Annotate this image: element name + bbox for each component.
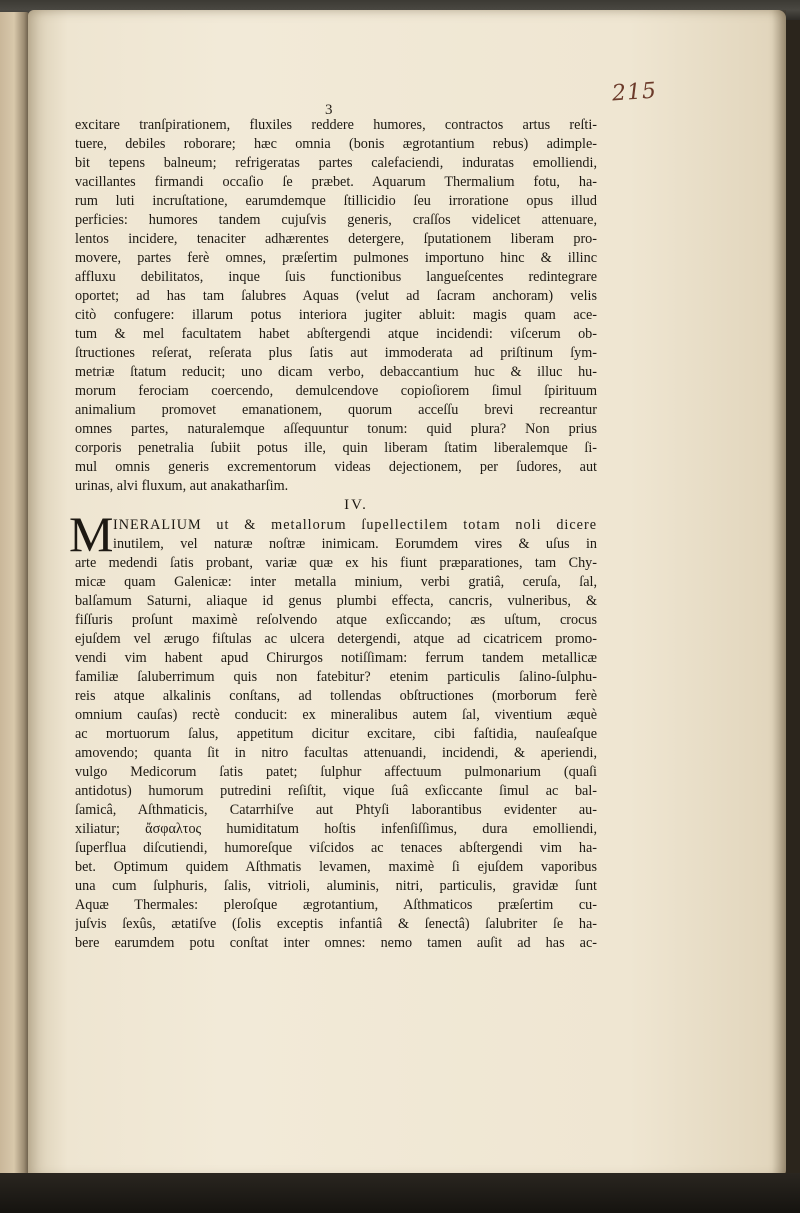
page-gutter-shadow: [772, 10, 786, 1178]
text-line: citò confugere: illarum potus interiora jugiter abluit: magis quam ace-: [75, 307, 597, 323]
text-line: animalium promovet emanationem, quorum acceſſu brevi recreantur: [75, 402, 597, 418]
text-line: ſamicâ, Aſthmaticis, Catarrhiſve aut Phtyſi laborantibus evidenter au-: [75, 802, 597, 818]
text-line: balſamum Saturni, aliaque id genus plumbi effecta, cancris, vulneribus, &: [75, 593, 597, 609]
text-line: affluxu debilitatos, inque ſuis functionibus langueſcentes redintegrare: [75, 269, 597, 285]
text-line: bit tepens balneum; refrigeratas partes calefaciendi, induratas emolliendi,: [75, 155, 597, 171]
text-line: tum & mel facultatem habet abſtergendi atque incidendi: viſcerum ob-: [75, 326, 597, 342]
text-line: bere earumdem potu conſtat inter omnes: nemo tamen auſit ad has ac-: [75, 935, 597, 951]
text-line: rum luti incruſtatione, earumdemque ſtillicidio ſeu irroratione opus illud: [75, 193, 597, 209]
text-line: inutilem, vel naturæ noſtræ inimicam. Eorumdem vires & uſus in: [113, 536, 597, 552]
text-line: Aquæ Thermales: pleroſque ægrotantium, Aſthmaticos præſertim cu-: [75, 897, 597, 913]
text-line: ejuſdem vel ærugo fiſtulas ac ulcera detergendi, atque ad cicatricem promo-: [75, 631, 597, 647]
text-line: reis atque alkalinis conſtans, ad tollendas obſtructiones (morborum ferè: [75, 688, 597, 704]
text-line: INERALIUM ut & metallorum ſupellectilem totam noli dicere: [113, 517, 597, 533]
text-line: vulgo Medicorum ſatis patet; ſulphur affectuum pulmonarium (quaſi: [75, 764, 597, 780]
text-line: omnium cauſas) rectè conducit: ex mineralibus autem ſal, viventium æquè: [75, 707, 597, 723]
body-text: [69, 116, 597, 953]
text-line: ſuperflua diſcutiendi, humoreſque viſcidos ac tenaces abſtergendi vim ha-: [75, 840, 597, 856]
section-heading: IV.: [344, 497, 368, 513]
book-bottom-edge: [0, 1173, 800, 1213]
text-line: urinas, alvi fluxum, aut anakatharſim.: [75, 478, 289, 494]
text-line: familiæ ſaluberrimum quis non fatebitur? etenim particulis ſalino-ſulphu-: [75, 669, 597, 685]
paragraph-1: [75, 116, 597, 496]
text-line: lentos incidere, tenaciter adhærentes detergere, ſputationem liberam pro-: [75, 231, 597, 247]
text-line: ac mortuorum ſalus, appetitum dicitur excitare, cibi faſtidia, nauſeaſque: [75, 726, 597, 742]
text-line: tuere, debiles roborare; hæc omnia (bonis ægrotantium rebus) adimple-: [75, 136, 597, 152]
text-line: micæ quam Galenicæ: inter metalla minium, verbi gratiâ, ceruſa, ſal,: [75, 574, 597, 590]
text-line: una cum ſulphuris, ſalis, vitrioli, aluminis, nitri, particulis, gravidæ ſunt: [75, 878, 597, 894]
signature-mark: 3: [325, 102, 333, 118]
text-line: excitare tranſpirationem, fluxiles reddere humores, contractos artus reſti-: [75, 117, 597, 133]
text-line: perficies: humores tandem cujuſvis generis, craſſos videlicet attenuare,: [75, 212, 597, 228]
page-number: 215: [611, 78, 658, 107]
text-line: corporis penetralia ſubiit potus ille, quin liberam ſtatim liberalemque ſi-: [75, 440, 597, 456]
text-line: amovendo; quanta ſit in nitro facultas attenuandi, incidendi, & aperiendi,: [75, 745, 597, 761]
text-line: fiſſuris proſunt maximè reſolvendo atque exſiccando; æs uſtum, crocus: [75, 612, 597, 628]
text-line: vendi vim habent apud Chirurgos notiſſimam: ferrum tandem metallicæ: [75, 650, 597, 666]
text-line: ſtructiones reſerat, reſerata plus ſatis aut immoderata ad priſtinum ſym-: [75, 345, 597, 361]
text-line: vacillantes firmandi occaſio ſe præbet. Aquarum Thermalium fotu, ha-: [75, 174, 597, 190]
paragraph-2: [69, 506, 597, 953]
text-line: morum ferociam coercendo, demulcendove copioſiorem ſimul ſpirituum: [75, 383, 597, 399]
text-line: juſvis ſexûs, ætatiſve (ſolis exceptis infantiâ & ſenectâ) ſalubriter ſe ha-: [75, 916, 597, 932]
text-line: mul omnis generis excrementorum videas dejectionem, per ſudores, aut: [75, 459, 597, 475]
drop-cap: M: [69, 506, 114, 562]
text-line: xiliatur; ἄσφαλτος humiditatum hoſtis infenſiſſimus, dura emolliendi,: [75, 821, 597, 837]
text-line: movere, partes ferè omnes, præſertim pulmones importuno hinc & illinc: [75, 250, 597, 266]
text-line: metriæ ſtatum reducit; uno dicam verbo, debaccantium huc & illuc hu-: [75, 364, 597, 380]
text-line: arte medendi ſatis probant, variæ quæ ex his fiunt præparationes, tam Chy-: [75, 555, 597, 571]
text-line: antidotus) humorum putredini reſiſtit, vique ſuâ exſiccante ſimul ac bal-: [75, 783, 597, 799]
text-line: oportet; ad has tam ſalubres Aquas (velut ad ſacram anchoram) velis: [75, 288, 597, 304]
text-line: bet. Optimum quidem Aſthmatis levamen, maximè ſi ejuſdem vaporibus: [75, 859, 597, 875]
text-line: omnes partes, naturalemque aſſequuntur tonum: quid plura? Non prius: [75, 421, 597, 437]
facing-page-edge: [0, 12, 30, 1182]
